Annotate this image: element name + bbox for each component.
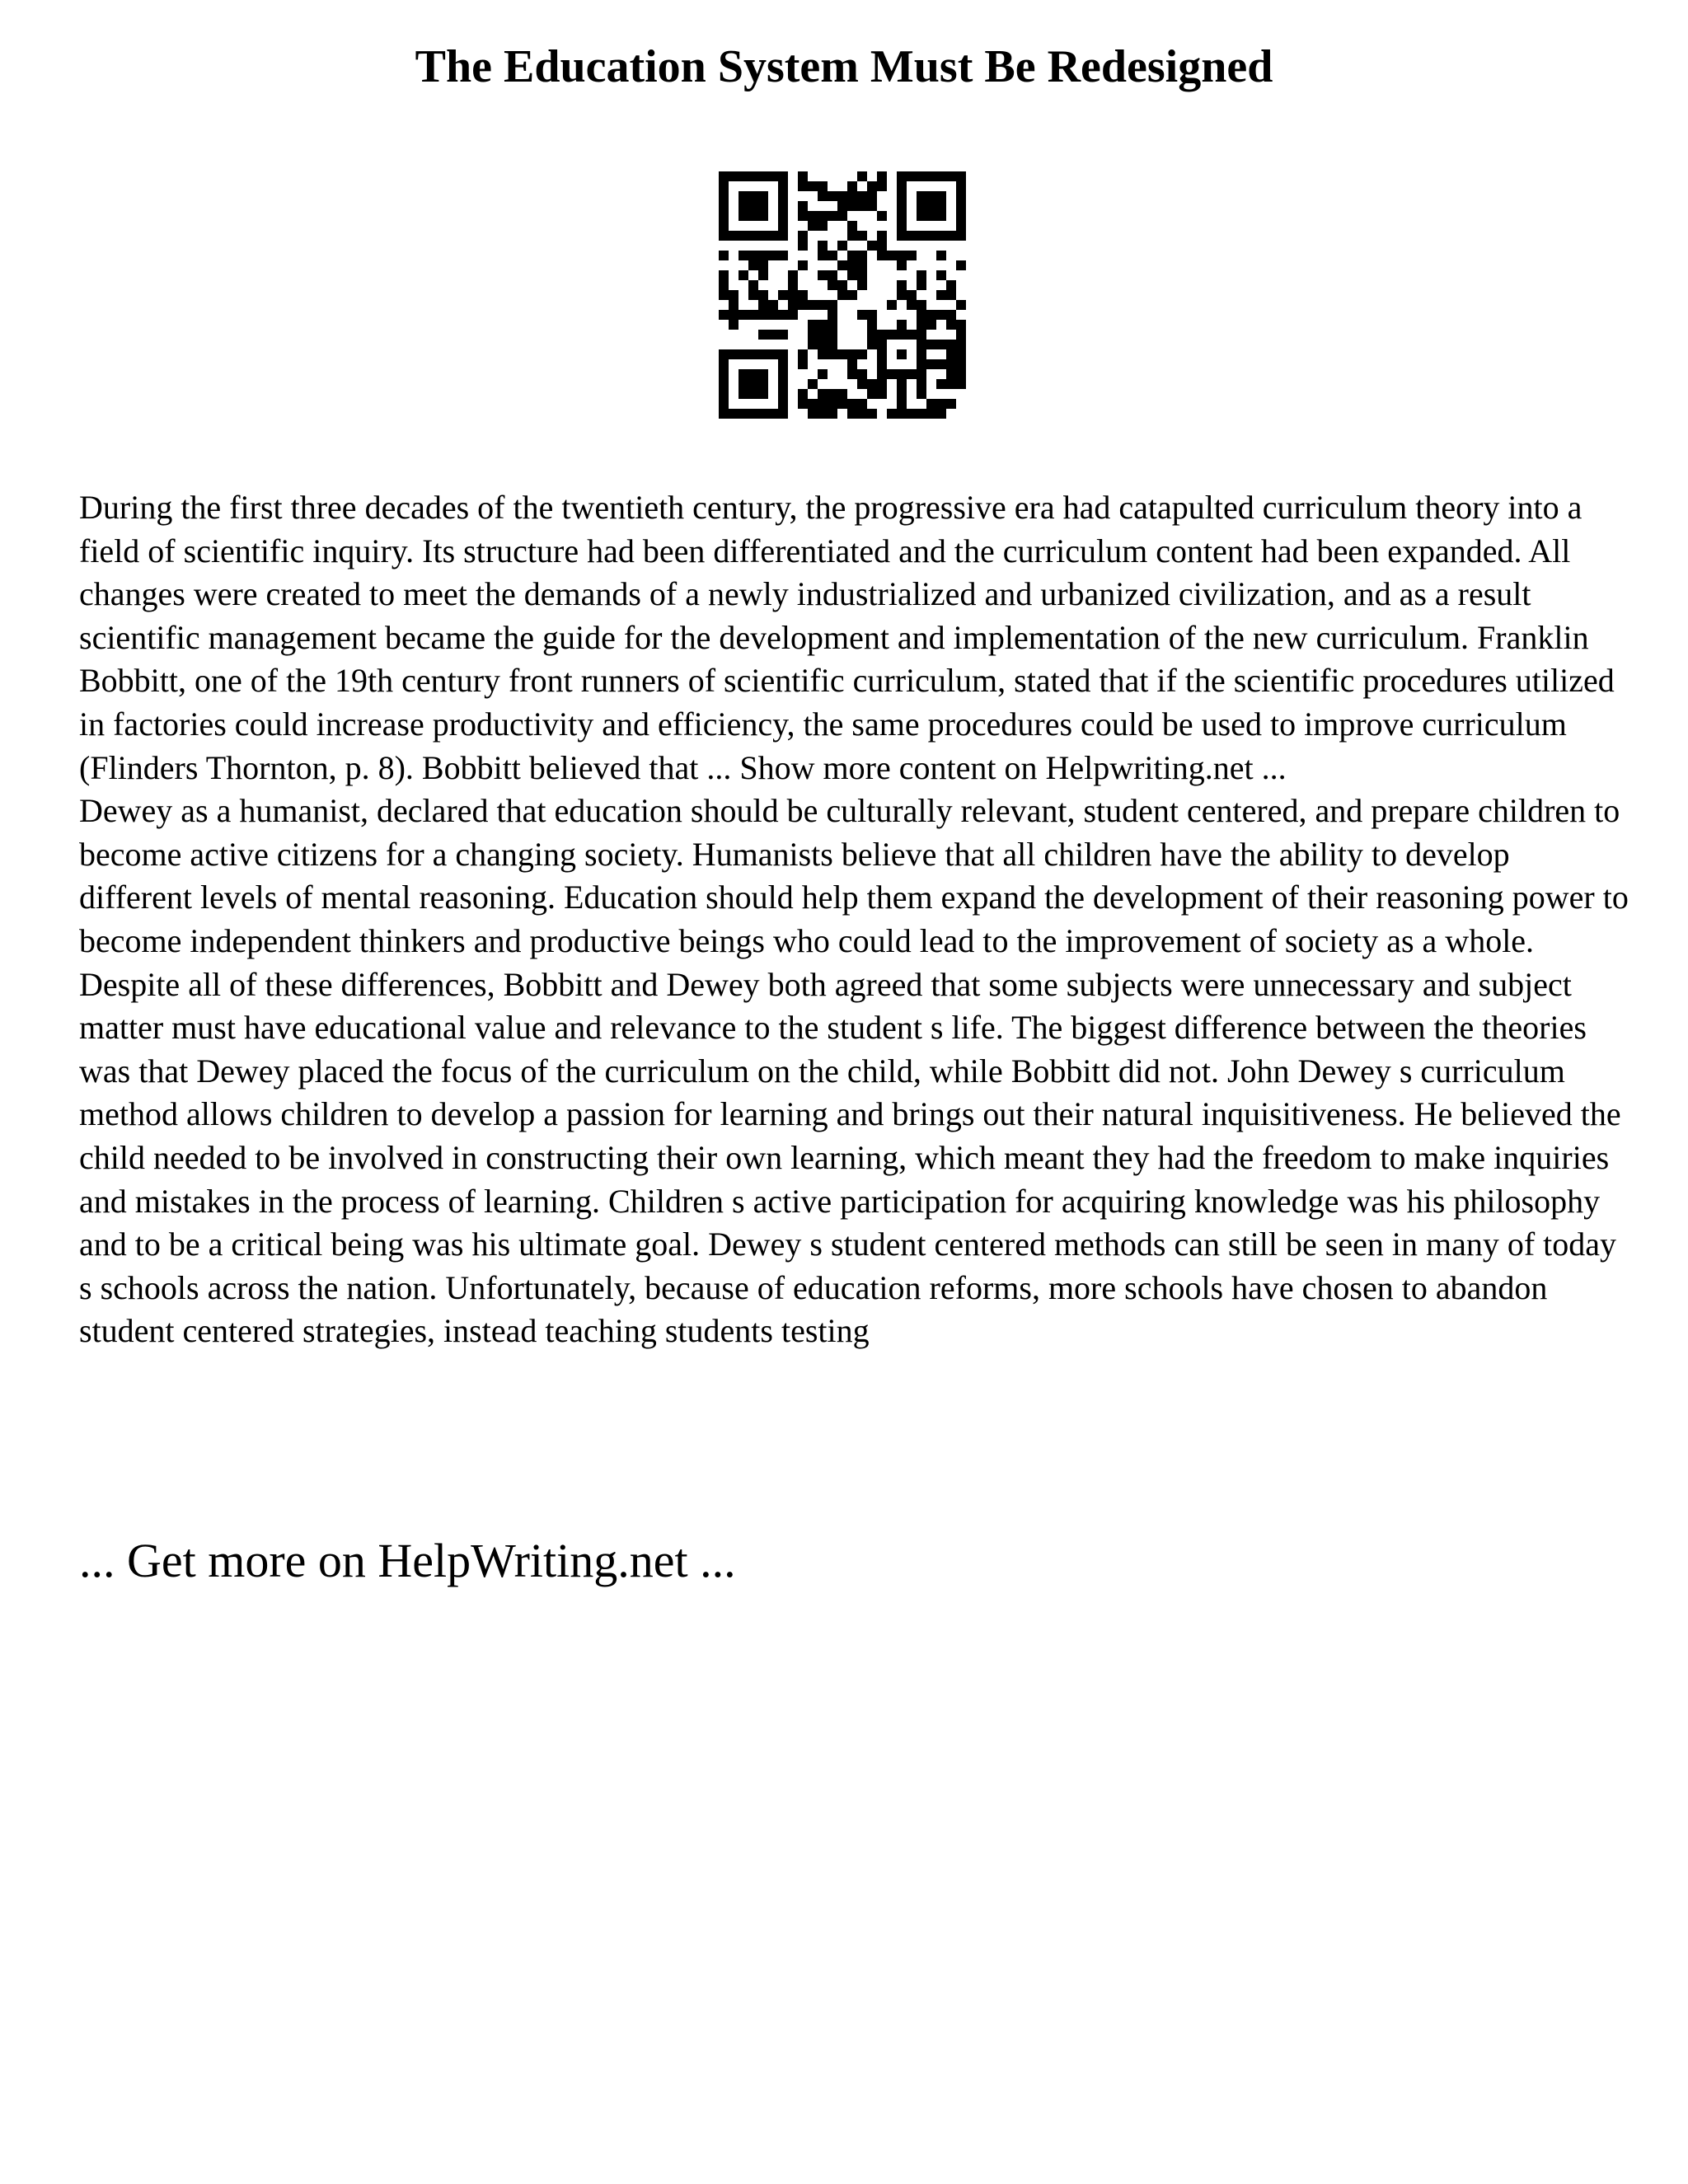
body-paragraph-1: During the first three decades of the twentieth century, the progressive era had catapulted curriculum theory into a field of scientific inquiry. Its structure had been differentiated and the curriculum content had been expanded. All changes were created to meet the demands of a newly industrialized and urbanized civilization, and as a result scientific management became the guide for the development and implementation of the new curriculum. Franklin Bobbitt, one of the 19th century front runners of scientific curriculum, stated that if the scientific procedures utilized in factories could increase productivity and efficiency, the same procedures could be used to improve curriculum (Flinders Thornton, p. 8). Bobbitt believed that ... Show more content on Helpwriting.net ... — [79, 489, 1615, 786]
document-title: The Education System Must Be Redesigned — [415, 41, 1273, 92]
qr-code-icon — [719, 171, 966, 419]
get-more-link[interactable]: ... Get more on HelpWriting.net ... — [79, 1534, 736, 1587]
article-body — [79, 486, 1629, 1353]
body-paragraph-2: Dewey as a humanist, declared that education should be culturally relevant, student centered, and prepare children to become active citizens for a changing society. Humanists believe that all children have the ability to develop different levels of mental reasoning. Education should help them expand the development of their reasoning power to become independent thinkers and productive beings who could lead to the improvement of society as a whole. Despite all of these differences, Bobbitt and Dewey both agreed that some subjects were unnecessary and subject matter must have educational value and relevance to the student s life. The biggest difference between the theories was that Dewey placed the focus of the curriculum on the child, while Bobbitt did not. John Dewey s curriculum method allows children to develop a passion for learning and brings out their natural inquisitiveness. He believed the child needed to be involved in constructing their own learning, which meant they had the freedom to make inquiries and mistakes in the process of learning. Children s active participation for acquiring knowledge was his philosophy and to be a critical being was his ultimate goal. Dewey s student centered methods can still be seen in many of today s schools across the nation. Unfortunately, because of education reforms, more schools have chosen to abandon student centered strategies, instead teaching students testing — [79, 792, 1629, 1350]
